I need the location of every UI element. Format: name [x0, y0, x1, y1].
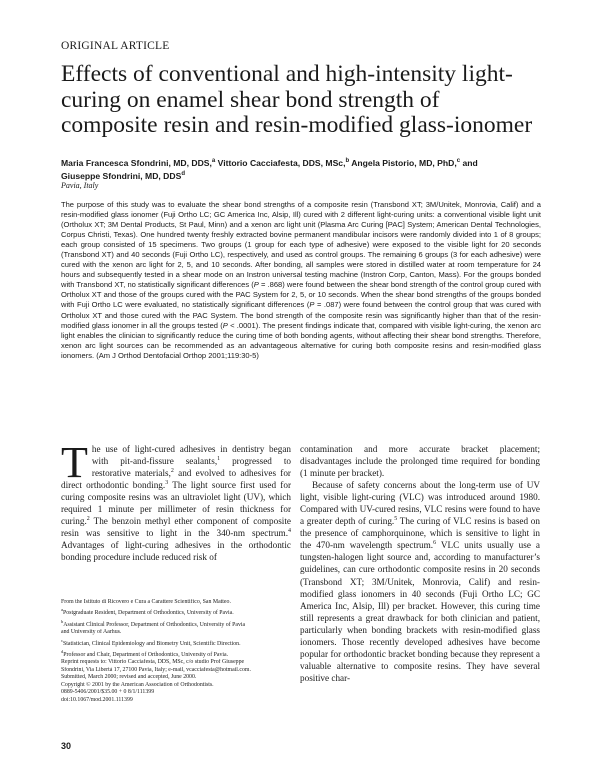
author-2: Vittorio Cacciafesta, DDS, MSc, — [215, 157, 346, 168]
author-list — [61, 156, 541, 182]
footnotes — [61, 599, 293, 704]
body-text: progressed to restorative materials, — [91, 456, 292, 479]
footnote-affiliation — [61, 648, 293, 659]
section-label: ORIGINAL ARTICLE — [61, 40, 170, 52]
page-number: 30 — [61, 741, 72, 751]
body-text: The benzoin methyl ether component of composite resin was sensitive to light in the 340-nm spectrum. — [61, 516, 291, 539]
p-value-symbol: P — [253, 280, 259, 290]
body-text: The curing of VLC resins is based on the presence of camphorquinone, which is sensitive to light in the 470-nm wavelength spectrum. — [300, 516, 540, 551]
body-text: Because of safety concerns about the long-term use of UV light, visible light-curing (VLC) was introduced around 1980. Compared with UV-cured resins, VLC resins were found to have a greater depth of curing. — [300, 480, 540, 527]
body-text: The light source first used for curing composite resins was an ultraviolet light (UV), which required 1 minute per millimeter of resin thickness for curing. — [61, 480, 292, 527]
body-paragraph — [300, 479, 540, 684]
body-text: and evolved to adhesives for direct orthodontic bonding. — [61, 468, 291, 491]
footnote-doi: doi:10.1067/mod.2001.111399 — [61, 696, 133, 703]
footnote-text: Postgraduate Resident, Department of Orthodontics, University of Pavia. — [63, 610, 234, 617]
citation: 6 — [433, 540, 437, 547]
citation: 3 — [165, 480, 169, 487]
citation: 4 — [288, 528, 291, 535]
author-4: Giuseppe Sfondrini, MD, DDS — [61, 170, 182, 181]
p-value-symbol: P — [309, 300, 315, 310]
footnote-affiliation — [61, 606, 293, 617]
footnote-reprint: Reprint requests to: Vittorio Cacciafesta, DDS, MSc, c/o studio Prof Giuseppe — [61, 659, 245, 666]
body-text: VLC units usually use a tungsten-halogen light source and, according to manufacturer’s guidelines, can cure orthodontic composite resins in 20 seconds (Transbond XT; 3M/Unitek, Monrovia, Calif) and resin-modified glass ionomers in 40 seconds (Fuji Ortho LC; GC America Inc, Alsip, Ill) per bracket. However, this curing time still represents a great drawback for both clinician and patient, particularly when bonding brackets with resin-modified glass ionomers. Those recently developed adhesives have become popular for orthodontic bracket bonding because they represent a valuable alternative to composite resins. They have several positive char- — [300, 540, 540, 683]
author-3-affiliation: c — [456, 158, 461, 164]
body-paragraph — [61, 438, 292, 563]
footnote-institution: From the Istituto di Ricovero e Cura a Carattere Scientifico, San Matteo. — [61, 599, 231, 605]
footnote-affiliation — [61, 618, 293, 629]
body-paragraph: contamination and more accurate bracket placement; disadvantages include the prolonged time required for bonding (1 minute per bracket). — [300, 444, 540, 479]
body-column-left — [61, 438, 292, 563]
abstract-text-4: < .0001). The present findings indicate that, compared with visible light-curing, the xenon arc light enables the clinician to significantly reduce the curing time of both bonding agents, without affecting their shear bond strengths. Therefore, xenon arc light sources can be recommended as an advantageous alternative for curing both composite resins and resin-modified glass ionomers. (Am J Orthod Dentofacial Orthop 2001;119:30-5) — [61, 320, 541, 360]
citation: 1 — [217, 455, 221, 462]
author-1-affiliation: a — [211, 158, 216, 164]
footnote-marker: b — [61, 618, 64, 624]
footnote-copyright: Copyright © 2001 by the American Association of Orthodontists. — [61, 681, 214, 688]
author-conjunction: and — [460, 157, 478, 168]
footnote-affiliation — [61, 637, 293, 648]
footnote-reprint-address: Sfondrini, Via Libertà 17, 27100 Pavia, Italy; e-mail, vcacciafesta@hotmail.com. — [61, 666, 251, 673]
author-1: Maria Francesca Sfondrini, MD, DDS, — [61, 157, 212, 168]
footnote-text: Professor and Chair, Department of Orthodontics, University of Pavia. — [63, 652, 229, 659]
citation: 2 — [170, 468, 174, 475]
footnote-marker: c — [61, 637, 63, 643]
author-2-affiliation: b — [345, 158, 350, 164]
body-column-right — [300, 443, 540, 684]
footnote-text: Assistant Clinical Professor, Department of Orthodontics, University of Pavia — [63, 621, 246, 628]
author-location: Pavia, Italy — [61, 181, 99, 190]
abstract — [61, 200, 541, 361]
footnote-text: Statistician, Clinical Epidemiology and Biometry Unit, Scientific Direction. — [63, 640, 241, 647]
citation: 2 — [86, 516, 90, 523]
drop-cap: T — [61, 438, 88, 487]
footnote-issn: 0889-5406/2001/$35.00 + 0 8/1/111399 — [61, 689, 155, 696]
author-4-affiliation: d — [181, 170, 185, 177]
article-title: Effects of conventional and high-intensity light-curing on enamel shear bond strength of composite resin and resin-modified glass-ionomer — [61, 61, 533, 138]
footnote-affiliation-cont: and University of Aarhus. — [61, 629, 122, 636]
footnote-dates: Submitted, March 2000; revised and accepted, June 2000. — [61, 674, 197, 681]
footnote-marker: a — [61, 607, 63, 613]
abstract-text-2: = .868) were found between the shear bond strength of the control group cured with Ortholux XT and those of the groups cured with the PAC System for 2, 5, or 10 seconds. When the shear bond strengths of the groups bonded with Fuji Ortho LC were evaluated, no statistically significant differences ( — [61, 280, 541, 310]
body-text: he use of light-cured adhesives in dentistry began with pit-and-fissure sealants, — [91, 444, 291, 467]
p-value-symbol: P — [222, 320, 228, 330]
footnote-marker: d — [61, 649, 64, 655]
citation: 5 — [394, 516, 398, 523]
author-3: Angela Pistorio, MD, PhD, — [349, 157, 457, 168]
abstract-text-1: The purpose of this study was to evaluate the shear bond strengths of a composite resin (Transbond XT; 3M/Unitek, Monrovia, Calif) and a resin-modified glass ionomer (Fuji Ortho LC; GC America Inc, Alsip, Ill) cured with 2 different light-curing units: a conventional visible light unit (Ortholux XT; 3M Dental Products, St Paul, Minn) and a xenon arc light unit (Plasma Arc Curing [PAC] System; American Dental Technologies, Corpus Christi, Texas). One hundred twenty freshly extracted bovine permanent mandibular incisors were randomly divided into 1 of 8 groups; each group consisted of 15 specimens. Two groups (1 group for each type of adhesive) were exposed to the visible light for 20 seconds (Transbond XT) and 40 seconds (Fuji Ortho LC), respectively, and used as control groups. The remaining 6 groups (3 for each adhesive) were cured with the xenon arc light for 2, 5, and 10 seconds. After bonding, all samples were stored in distilled water at room temperature for 24 hours and subsequently tested in a shear mode on an Instron universal testing machine (Instron Corp, Canton, Mass). For the groups bonded with Transbond XT, no statistically significant differences ( — [61, 200, 541, 290]
abstract-text-3: = .087) were found between the control group that was cured with Ortholux XT and those cured with the PAC System. The bond strength of the composite resin was significantly higher than that of the resin-modified glass ionomer in all the groups tested ( — [61, 300, 541, 330]
body-text: Advantages of light-curing adhesives in the orthodontic bonding procedure include reduced risk of — [61, 540, 291, 563]
